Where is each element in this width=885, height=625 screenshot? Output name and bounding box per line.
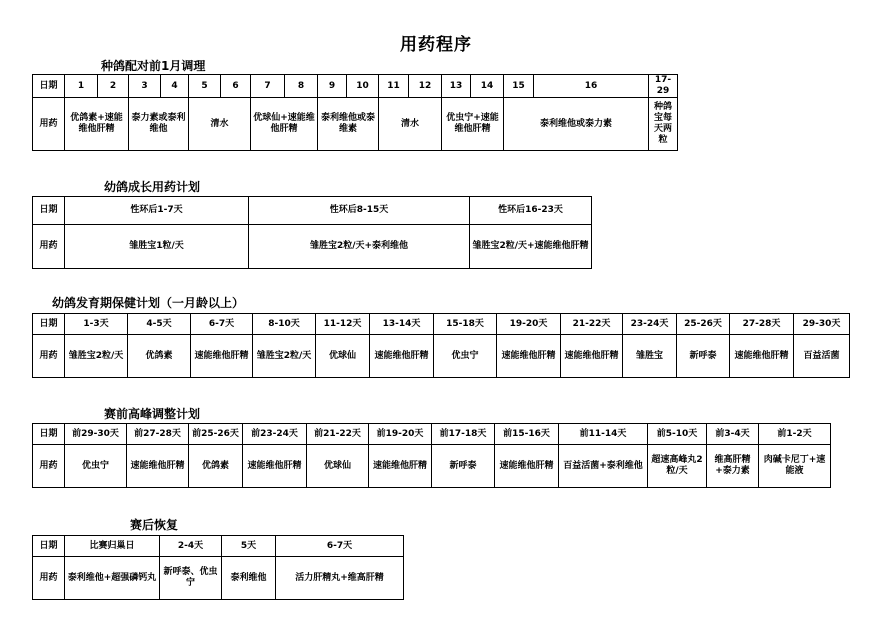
med-cell: 优虫宁+速能维他肝精 xyxy=(442,98,504,151)
header-cell: 前5-10天 xyxy=(648,424,707,445)
section-title-pre-pairing: 种鸽配对前1月调理 xyxy=(101,59,206,73)
header-cell: 2-4天 xyxy=(160,536,222,557)
med-cell: 活力肝精丸+维高肝精 xyxy=(276,557,404,600)
med-cell: 优鸽素 xyxy=(128,335,191,378)
med-cell: 百益活菌+泰利维他 xyxy=(559,445,648,488)
header-cell: 3 xyxy=(129,75,161,98)
med-cell: 速能维他肝精 xyxy=(370,335,434,378)
row-label-med: 用药 xyxy=(33,557,65,600)
header-cell: 23-24天 xyxy=(623,314,677,335)
med-cell: 雏胜宝 xyxy=(623,335,677,378)
table-development xyxy=(32,313,850,378)
header-cell: 8-10天 xyxy=(253,314,316,335)
med-cell: 优球仙+速能维他肝精 xyxy=(251,98,318,151)
header-cell: 前17-18天 xyxy=(432,424,495,445)
header-cell: 11 xyxy=(379,75,409,98)
header-cell: 6-7天 xyxy=(276,536,404,557)
med-cell: 优鸽素 xyxy=(189,445,243,488)
header-cell: 7 xyxy=(251,75,285,98)
header-cell: 6-7天 xyxy=(191,314,253,335)
med-cell: 优鸽素+速能维他肝精 xyxy=(65,98,129,151)
header-cell: 4-5天 xyxy=(128,314,191,335)
med-cell: 超速高峰丸2粒/天 xyxy=(648,445,707,488)
header-cell: 2 xyxy=(98,75,129,98)
header-cell: 13-14天 xyxy=(370,314,434,335)
table-young-growth xyxy=(32,196,592,269)
med-cell: 种鸽宝每天两粒 xyxy=(649,98,678,151)
section-title-pre-race: 赛前高峰调整计划 xyxy=(104,407,201,421)
med-cell: 速能维他肝精 xyxy=(243,445,307,488)
med-cell: 新呼泰、优虫宁 xyxy=(160,557,222,600)
med-cell: 优球仙 xyxy=(307,445,369,488)
med-cell: 维高肝精+泰力素 xyxy=(707,445,759,488)
header-cell: 5 xyxy=(189,75,221,98)
header-cell: 4 xyxy=(161,75,189,98)
row-label-date: 日期 xyxy=(33,75,65,98)
med-cell: 速能维他肝精 xyxy=(495,445,559,488)
table-pre-pairing xyxy=(32,74,678,151)
header-cell: 10 xyxy=(347,75,379,98)
header-cell: 5天 xyxy=(222,536,276,557)
header-cell: 14 xyxy=(471,75,504,98)
header-cell: 16 xyxy=(534,75,649,98)
header-cell: 15-18天 xyxy=(434,314,497,335)
med-cell: 雏胜宝2粒/天+速能维他肝精 xyxy=(470,225,592,269)
header-cell: 29-30天 xyxy=(794,314,850,335)
header-cell: 1-3天 xyxy=(65,314,128,335)
med-cell: 雏胜宝2粒/天 xyxy=(65,335,128,378)
med-cell: 雏胜宝2粒/天+泰利维他 xyxy=(249,225,470,269)
header-cell: 11-12天 xyxy=(316,314,370,335)
section-title-young-growth: 幼鸽成长用药计划 xyxy=(104,180,201,194)
row-label-date: 日期 xyxy=(33,314,65,335)
page-title: 用药程序 xyxy=(400,35,472,55)
header-cell: 前25-26天 xyxy=(189,424,243,445)
row-label-date: 日期 xyxy=(33,197,65,225)
header-cell: 6 xyxy=(221,75,251,98)
header-cell: 15 xyxy=(504,75,534,98)
med-cell: 优虫宁 xyxy=(65,445,127,488)
med-cell: 清水 xyxy=(379,98,442,151)
row-label-med: 用药 xyxy=(33,335,65,378)
table-pre-race xyxy=(32,423,831,488)
med-cell: 泰利维他 xyxy=(222,557,276,600)
header-cell: 前19-20天 xyxy=(369,424,432,445)
header-cell: 8 xyxy=(285,75,318,98)
med-cell: 速能维他肝精 xyxy=(127,445,189,488)
header-cell: 前1-2天 xyxy=(759,424,831,445)
header-cell: 12 xyxy=(409,75,442,98)
med-cell: 新呼泰 xyxy=(677,335,730,378)
header-cell: 前15-16天 xyxy=(495,424,559,445)
med-cell: 肉碱卡尼丁+速能液 xyxy=(759,445,831,488)
row-label-date: 日期 xyxy=(33,424,65,445)
header-cell: 9 xyxy=(318,75,347,98)
header-cell: 前23-24天 xyxy=(243,424,307,445)
med-cell: 百益活菌 xyxy=(794,335,850,378)
header-cell: 前21-22天 xyxy=(307,424,369,445)
header-cell: 前27-28天 xyxy=(127,424,189,445)
med-cell: 泰利维他或泰力素 xyxy=(504,98,649,151)
header-cell: 27-28天 xyxy=(730,314,794,335)
header-cell: 比赛归巢日 xyxy=(65,536,160,557)
row-label-med: 用药 xyxy=(33,445,65,488)
header-cell: 19-20天 xyxy=(497,314,561,335)
header-cell: 13 xyxy=(442,75,471,98)
table-post-race xyxy=(32,535,404,600)
header-cell: 性环后1-7天 xyxy=(65,197,249,225)
header-cell: 性环后16-23天 xyxy=(470,197,592,225)
med-cell: 优虫宁 xyxy=(434,335,497,378)
med-cell: 泰利维他+超强磷钙丸 xyxy=(65,557,160,600)
header-cell: 前11-14天 xyxy=(559,424,648,445)
row-label-med: 用药 xyxy=(33,225,65,269)
header-cell: 17-29 xyxy=(649,75,678,98)
header-cell: 性环后8-15天 xyxy=(249,197,470,225)
med-cell: 速能维他肝精 xyxy=(497,335,561,378)
header-cell: 前3-4天 xyxy=(707,424,759,445)
med-cell: 速能维他肝精 xyxy=(369,445,432,488)
med-cell: 速能维他肝精 xyxy=(730,335,794,378)
header-cell: 前29-30天 xyxy=(65,424,127,445)
med-cell: 清水 xyxy=(189,98,251,151)
med-cell: 速能维他肝精 xyxy=(561,335,623,378)
med-cell: 泰力素或泰利维他 xyxy=(129,98,189,151)
section-title-development: 幼鸽发育期保健计划（一月龄以上） xyxy=(52,296,245,310)
med-cell: 雏胜宝2粒/天 xyxy=(253,335,316,378)
med-cell: 泰利维他或泰维素 xyxy=(318,98,379,151)
row-label-med: 用药 xyxy=(33,98,65,151)
med-cell: 速能维他肝精 xyxy=(191,335,253,378)
row-label-date: 日期 xyxy=(33,536,65,557)
header-cell: 25-26天 xyxy=(677,314,730,335)
med-cell: 新呼泰 xyxy=(432,445,495,488)
med-cell: 优球仙 xyxy=(316,335,370,378)
header-cell: 21-22天 xyxy=(561,314,623,335)
header-cell: 1 xyxy=(65,75,98,98)
med-cell: 雏胜宝1粒/天 xyxy=(65,225,249,269)
section-title-post-race: 赛后恢复 xyxy=(130,518,179,532)
